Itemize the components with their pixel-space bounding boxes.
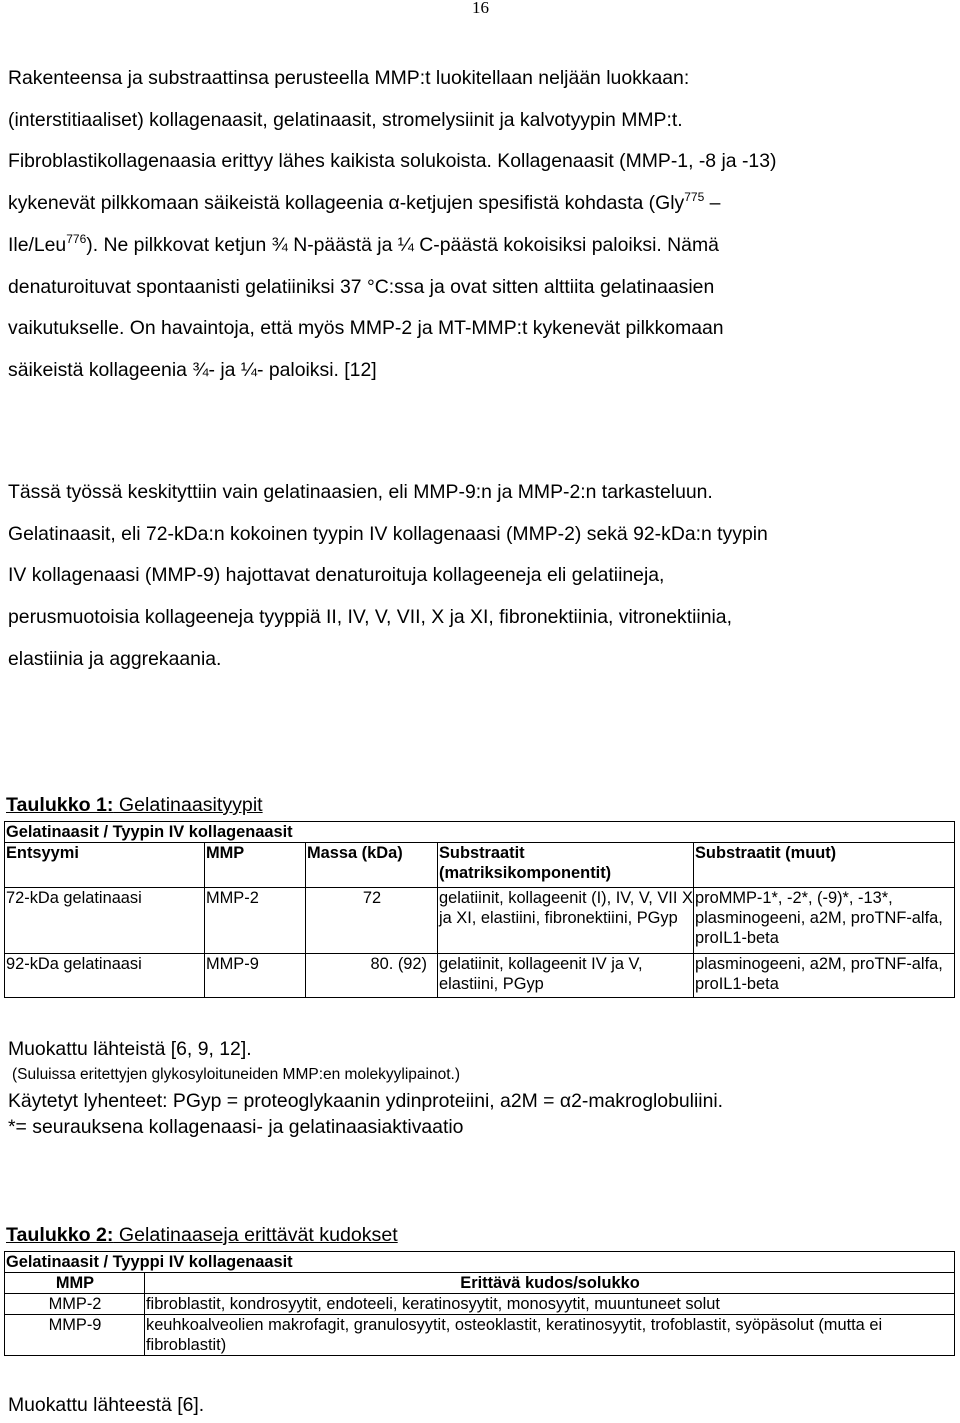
paragraph-line: Tässä työssä keskityttiin vain gelatinaasien, eli MMP-9:n ja MMP-2:n tarkasteluun. [8,481,713,503]
table1-group-header: Gelatinaasit / Tyypin IV kollagenaasit [5,822,955,843]
table-cell: MMP-2 [205,888,306,954]
table-cell: 92-kDa gelatinaasi [5,954,205,998]
table2-caption: Taulukko 2: Gelatinaaseja erittävät kudokset [6,1224,398,1246]
table-row [5,1315,955,1356]
paragraph-line: vaikutukselle. On havaintoja, että myös MMP-2 ja MT-MMP:t kykenevät pilkkomaan [8,317,724,340]
paragraph-line: Ile/Leu$^{776}$). Ne pilkkovat ketjun ¾ N-päästä ja ¼ C-päästä kokoisiksi paloiksi. Nämä [8,231,719,256]
abbreviations-note: Käytetyt lyhenteet: PGyp = proteoglykaanin ydinproteiini, a2M = α2-makroglobuliini. [8,1090,724,1112]
table-cell: fibroblastit, kondrosyytit, endoteeli, keratinosyytit, monosyytit, muuntuneet solut [145,1294,955,1315]
table-header-row [5,1273,955,1294]
table-header-row [5,843,955,888]
paragraph-line: (interstitiaaliset) kollagenaasit, gelatinaasit, stromelysiinit ja kalvotyypin MMP:t. [8,108,683,131]
table2-group-header: Gelatinaasit / Tyyppi IV kollagenaasit [5,1252,955,1273]
paragraph-line: denaturoituvat spontaanisti gelatiiniksi 37 °C:ssa ja ovat sitten alttiita gelatinaasien [8,275,715,298]
paragraph-line: Rakenteensa ja substraattinsa perusteella MMP:t luokitellaan neljään luokkaan: [8,67,690,89]
header-cell: Massa (kDa) [306,843,438,888]
table-row [5,1294,955,1315]
table-row [5,954,955,998]
paragraph-line: elastiinia ja aggrekaania. [8,647,222,670]
paragraph-line: Fibroblastikollagenaasia erittyy lähes kaikista solukoista. Kollagenaasit (MMP-1, -8 ja -13) [8,150,777,173]
table-cell: MMP-2 [5,1294,145,1315]
header-cell: Substraatit (muut) [694,843,955,888]
paragraph-mmp-classification [8,58,953,392]
header-cell: MMP [205,843,306,888]
table-cell: 72 [306,888,438,954]
table-cell: gelatiinit, kollageenit IV ja V, elastiini, PGyp [438,954,694,998]
header-cell: MMP [5,1273,145,1294]
table-cell: MMP-9 [205,954,306,998]
table2-source-note: Muokattu lähteestä [6]. [8,1394,205,1416]
table-cell: MMP-9 [5,1315,145,1356]
table1-glycosylation-note: (Suluissa eritettyjen glykosyloituneiden MMP:en molekyylipainot.) [12,1066,460,1083]
activation-note: *= seurauksena kollagenaasi- ja gelatinaasiaktivaatio [8,1116,464,1138]
table1-source-note: Muokattu lähteistä [6, 9, 12]. [8,1038,252,1060]
paragraph-line: perusmuotoisia kollageeneja tyyppiä II, IV, V, VII, X ja XI, fibronektiinia, vitronektiinia, [8,606,732,629]
table-row [5,888,955,954]
table-cell: gelatiinit, kollageenit (I), IV, V, VII X ja XI, elastiini, fibronektiini, PGyp [438,888,694,954]
table-cell: 80. (92) [306,954,438,998]
paragraph-line: kykenevät pilkkomaan säikeistä kollageenia α-ketjujen spesifistä kohdasta (Gly$^{775}$ – [8,190,721,215]
paragraph-gelatinases [8,472,953,681]
superscript: 776 [66,231,87,246]
header-cell: Entsyymi [5,843,205,888]
superscript: 775 [684,190,705,205]
page-number: 16 [472,0,489,17]
table-cell: keuhkoalveolien makrofagit, granulosyytit, osteoklastit, keratinosyytit, trofoblastit, syöpäsolut (mutta ei fibroblastit) [145,1315,955,1356]
paragraph-line: IV kollagenaasi (MMP-9) hajottavat denaturoituja kollageeneja eli gelatiineja, [8,564,665,587]
table-cell: proMMP-1*, -2*, (-9)*, -13*, plasminogeeni, a2M, proTNF-alfa, proIL1-beta [694,888,955,954]
table1-caption: Taulukko 1: Gelatinaasityypit [6,794,263,816]
table-gelatinase-types [4,821,955,998]
header-cell: Substraatit (matriksikomponentit) [438,843,694,888]
paragraph-line: säikeistä kollageenia ¾- ja ¼- paloiksi. [12] [8,358,377,381]
header-cell: Erittävä kudos/solukko [145,1273,955,1294]
table-gelatinase-tissues [4,1251,955,1356]
table-cell: plasminogeeni, a2M, proTNF-alfa, proIL1-beta [694,954,955,998]
table-cell: 72-kDa gelatinaasi [5,888,205,954]
paragraph-line: Gelatinaasit, eli 72-kDa:n kokoinen tyypin IV kollagenaasi (MMP-2) sekä 92-kDa:n tyypin [8,522,768,545]
